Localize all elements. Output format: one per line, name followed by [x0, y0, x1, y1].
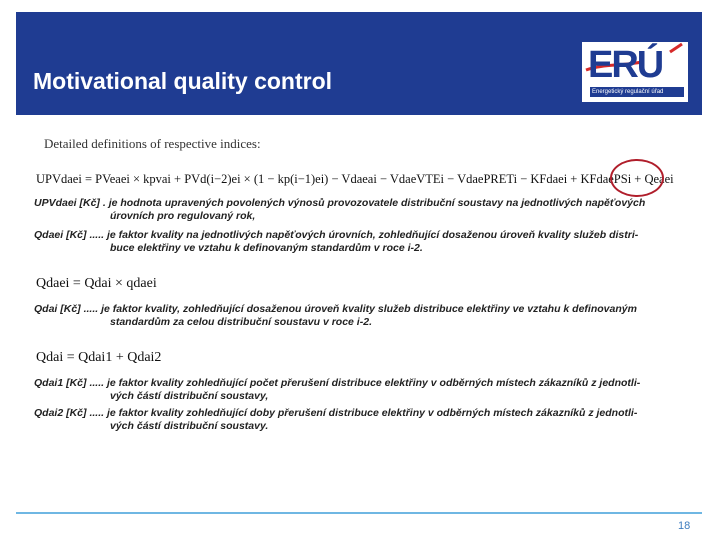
definition-text-cont: vých částí distribuční soustavy.	[110, 420, 269, 432]
slide-title: Motivational quality control	[33, 68, 333, 94]
definition-text: ..... je faktor kvality na jednotlivých napěťových úrovních, zohledňující dosaženou úroveň kvality služeb distri-	[89, 229, 639, 241]
page-number: 18	[678, 520, 691, 532]
definition-term: Qdai [Kč]	[34, 303, 81, 315]
definition-term: Qdai2 [Kč]	[34, 407, 87, 419]
definition-qdai1	[34, 377, 694, 403]
definition-text: ..... je faktor kvality, zohledňující dosaženou úroveň kvality služeb distribuce elektřiny ve vztahu k definovaným	[83, 303, 637, 315]
subtitle: Detailed definitions of respective indices:	[44, 136, 261, 151]
formula-upv: UPVdaei = PVeaei × kpvai + PVd(i−2)ei × (1 − kp(i−1)ei) − Vdaeai − VdaeVTEi − VdaePRETi − KFdaei + KFdaePSi + Qeaei	[36, 172, 674, 186]
logo-subtitle: Energetický regulační úřad	[590, 87, 684, 97]
definition-text-cont: buce elektřiny ve vztahu k definovaným standardům v roce i-2.	[110, 242, 423, 254]
definition-term: Qdaei [Kč]	[34, 229, 87, 241]
logo	[582, 42, 688, 102]
definition-qdaei	[34, 229, 694, 255]
footer-divider	[16, 512, 702, 514]
definition-text: . je hodnota upravených povolených výnosů provozovatele distribuční soustavy na jednotlivých napěťových	[102, 197, 646, 209]
definition-term: Qdai1 [Kč]	[34, 377, 87, 389]
definition-qdai	[34, 303, 694, 329]
definition-text-cont: standardům za celou distribuční soustavu v roce i-2.	[110, 316, 372, 328]
definition-term: UPVdaei [Kč]	[34, 197, 100, 209]
definition-text-cont: vých částí distribuční soustavy,	[110, 390, 269, 402]
formula-qdaei: Qdaei = Qdai × qdaei	[36, 276, 157, 291]
highlight-circle	[610, 159, 664, 197]
formula-qdai: Qdai = Qdai1 + Qdai2	[36, 350, 162, 365]
definition-text: ..... je faktor kvality zohledňující doby přerušení distribuce elektřiny v odběrných místech zákazníků z jednotli-	[89, 407, 638, 419]
definition-qdai2	[34, 407, 694, 433]
definition-text: ..... je faktor kvality zohledňující počet přerušení distribuce elektřiny v odběrných místech zákazníků z jednotli-	[89, 377, 641, 389]
definition-upv	[34, 197, 694, 223]
definition-text-cont: úrovních pro regulovaný rok,	[110, 210, 256, 222]
logo-text: ERÚ	[588, 44, 663, 86]
